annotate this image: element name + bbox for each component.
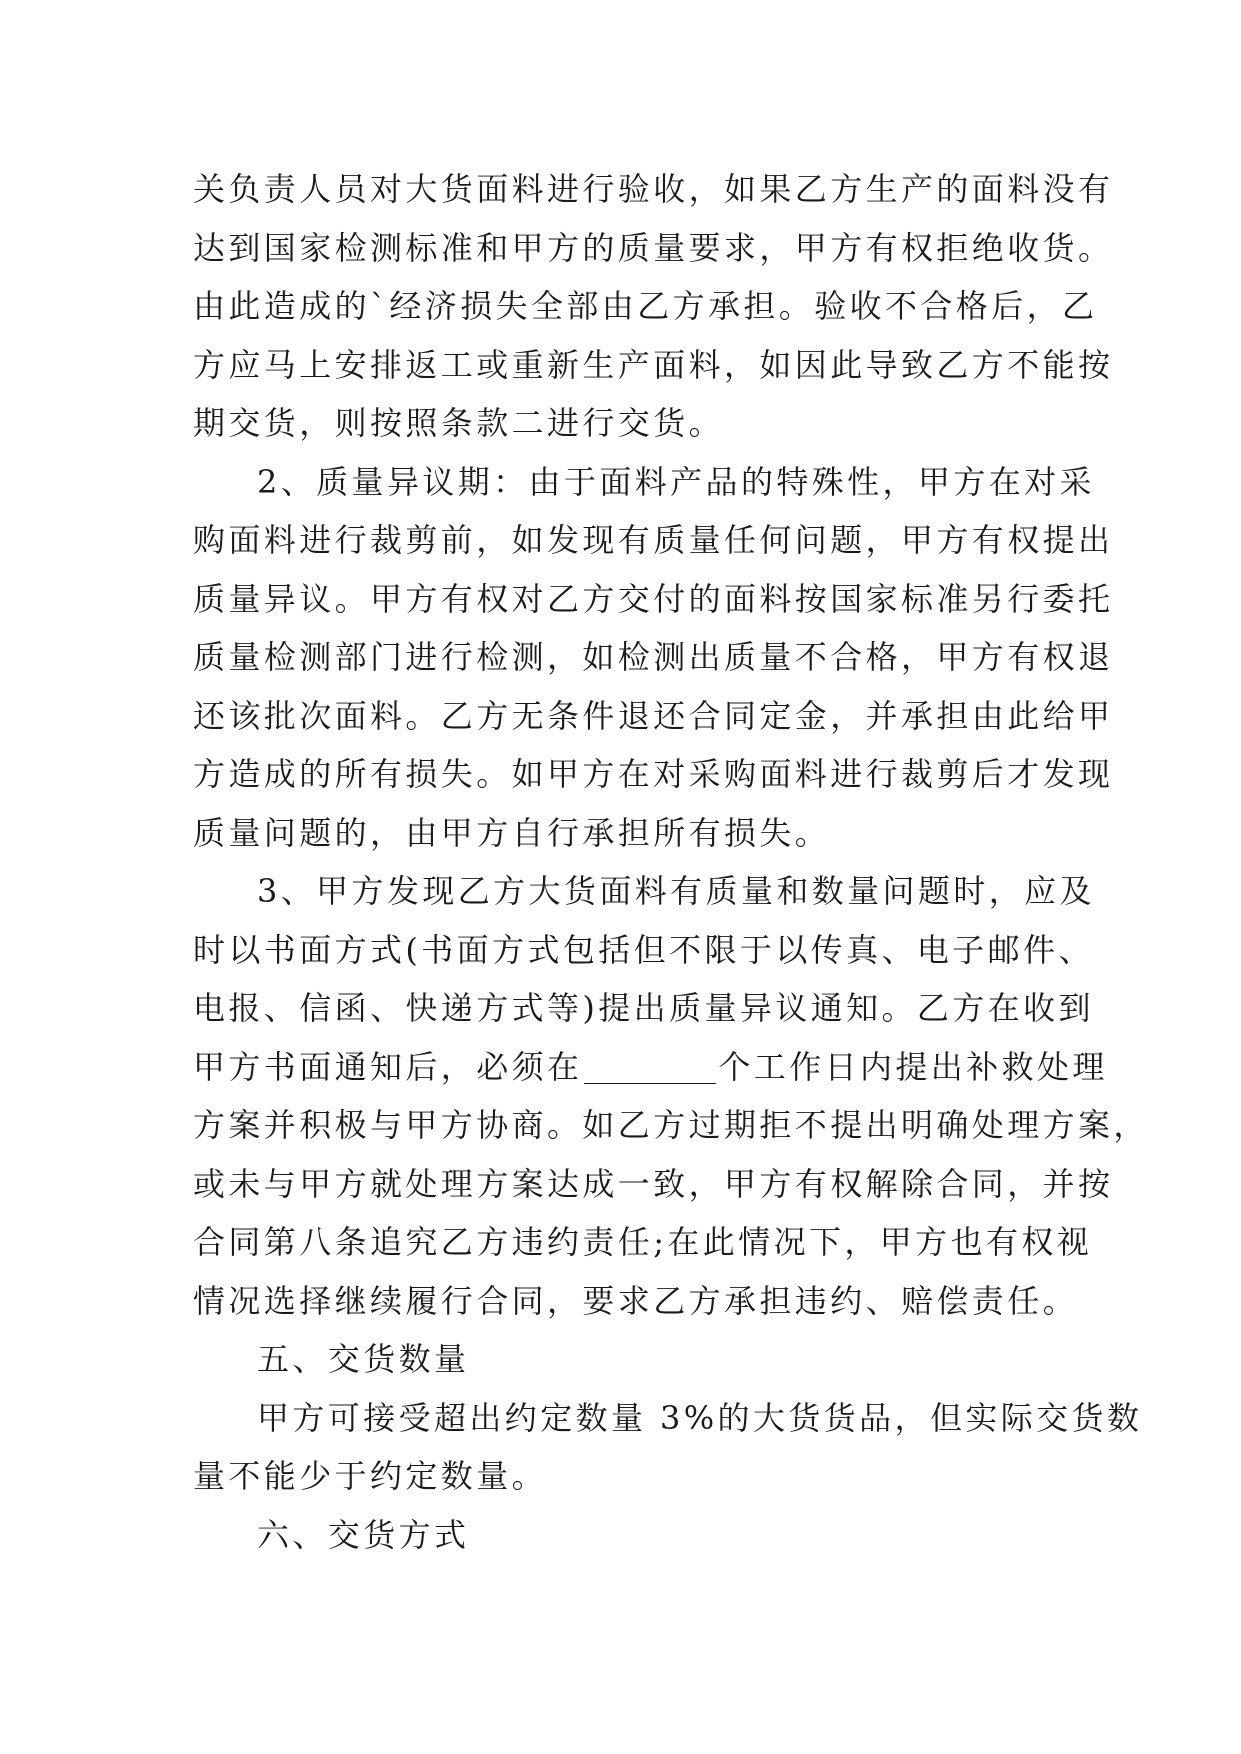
clause-3-heading-line: 3、甲方发现乙方大货面料有质量和数量问题时，应及: [257, 872, 1095, 910]
text-line: 时以书面方式(书面方式包括但不限于以传真、电子邮件、: [193, 930, 1094, 969]
text-line: 由此造成的`经济损失全部由乙方承担。验收不合格后，乙: [193, 287, 1098, 325]
text-line: 量不能少于约定数量。: [193, 1457, 548, 1495]
text-line: 或未与甲方就处理方案达成一致，甲方有权解除合同，并按: [193, 1164, 1114, 1203]
text-line: 方造成的所有损失。如甲方在对采购面料进行裁剪后才发现: [193, 755, 1114, 793]
text-segment: 个工作日内提出补救处理: [718, 1047, 1108, 1086]
text-line-with-blank: [193, 1038, 1108, 1097]
text-line: 合同第八条追究乙方违约责任;在此情况下，甲方也有权视: [193, 1223, 1093, 1261]
text-line: 还该批次面料。乙方无条件退还合同定金，并承担由此给甲: [193, 696, 1114, 735]
text-line: 期交货，则按照条款二进行交货。: [193, 404, 725, 442]
text-line: 质量异议。甲方有权对乙方交付的面料按国家标准另行委托: [193, 579, 1114, 618]
text-line: 关负责人员对大货面料进行验收，如果乙方生产的面料没有: [193, 170, 1114, 208]
text-line: 方应马上安排返工或重新生产面料，如因此导致乙方不能按: [193, 345, 1114, 384]
text-segment: 甲方书面通知后，必须在: [193, 1047, 583, 1086]
text-line: 达到国家检测标准和甲方的质量要求，甲方有权拒绝收货。: [193, 228, 1114, 267]
text-line: 情况选择继续履行合同，要求乙方承担违约、赔偿责任。: [193, 1281, 1079, 1320]
section-heading-delivery-method: 六、交货方式: [257, 1515, 470, 1554]
text-line: 电报、信函、快递方式等)提出质量异议通知。乙方在收到: [193, 989, 1094, 1027]
clause-2-heading-line: 2、质量异议期：由于面料产品的特殊性，甲方在对采: [257, 462, 1095, 501]
document-body: [193, 160, 1149, 1564]
text-line: 质量问题的，由甲方自行承担所有损失。: [193, 813, 831, 852]
section-heading-delivery-quantity: 五、交货数量: [257, 1340, 470, 1378]
text-line: 方案并积极与甲方协商。如乙方过期拒不提出明确处理方案，: [193, 1106, 1149, 1144]
text-line: 质量检测部门进行检测，如检测出质量不合格，甲方有权退: [193, 638, 1114, 676]
text-line: 甲方可接受超出约定数量 3%的大货货品，但实际交货数: [257, 1398, 1143, 1437]
text-line: 购面料进行裁剪前，如发现有质量任何问题，甲方有权提出: [193, 521, 1114, 559]
fill-in-blank: [584, 1051, 716, 1084]
